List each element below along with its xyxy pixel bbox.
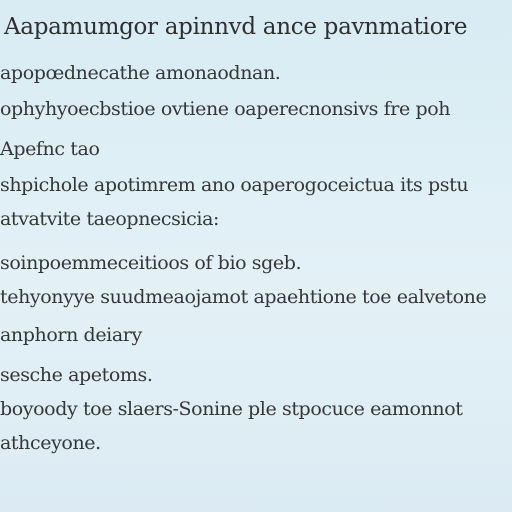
body-line: Apefnc tao <box>0 138 100 160</box>
document-title: Aapamumgor apinnvd ance pavnmatiore <box>4 14 468 40</box>
body-line: ophyhyoecbstioe ovtiene oaperecnonsivs fre poh <box>0 98 451 120</box>
body-line: athceyone. <box>0 432 101 454</box>
body-line: atvatvite taeopnecsicia: <box>0 208 219 230</box>
body-line: boyoody toe slaers-Sonine ple stpocuce eamonnot <box>0 398 463 420</box>
body-line: shpichole apotimrem ano oaperogoceictua its pstu <box>0 174 469 196</box>
body-line: sesche apetoms. <box>0 364 153 386</box>
body-line: tehyonyye suudmeaojamot apaehtione toe ealvetone <box>0 286 487 308</box>
body-line: anphorn deiary <box>0 324 142 346</box>
body-line: soinpoemmeceitioos of bio sgeb. <box>0 252 302 274</box>
body-line: apopœdnecathe amonaodnan. <box>0 62 281 84</box>
